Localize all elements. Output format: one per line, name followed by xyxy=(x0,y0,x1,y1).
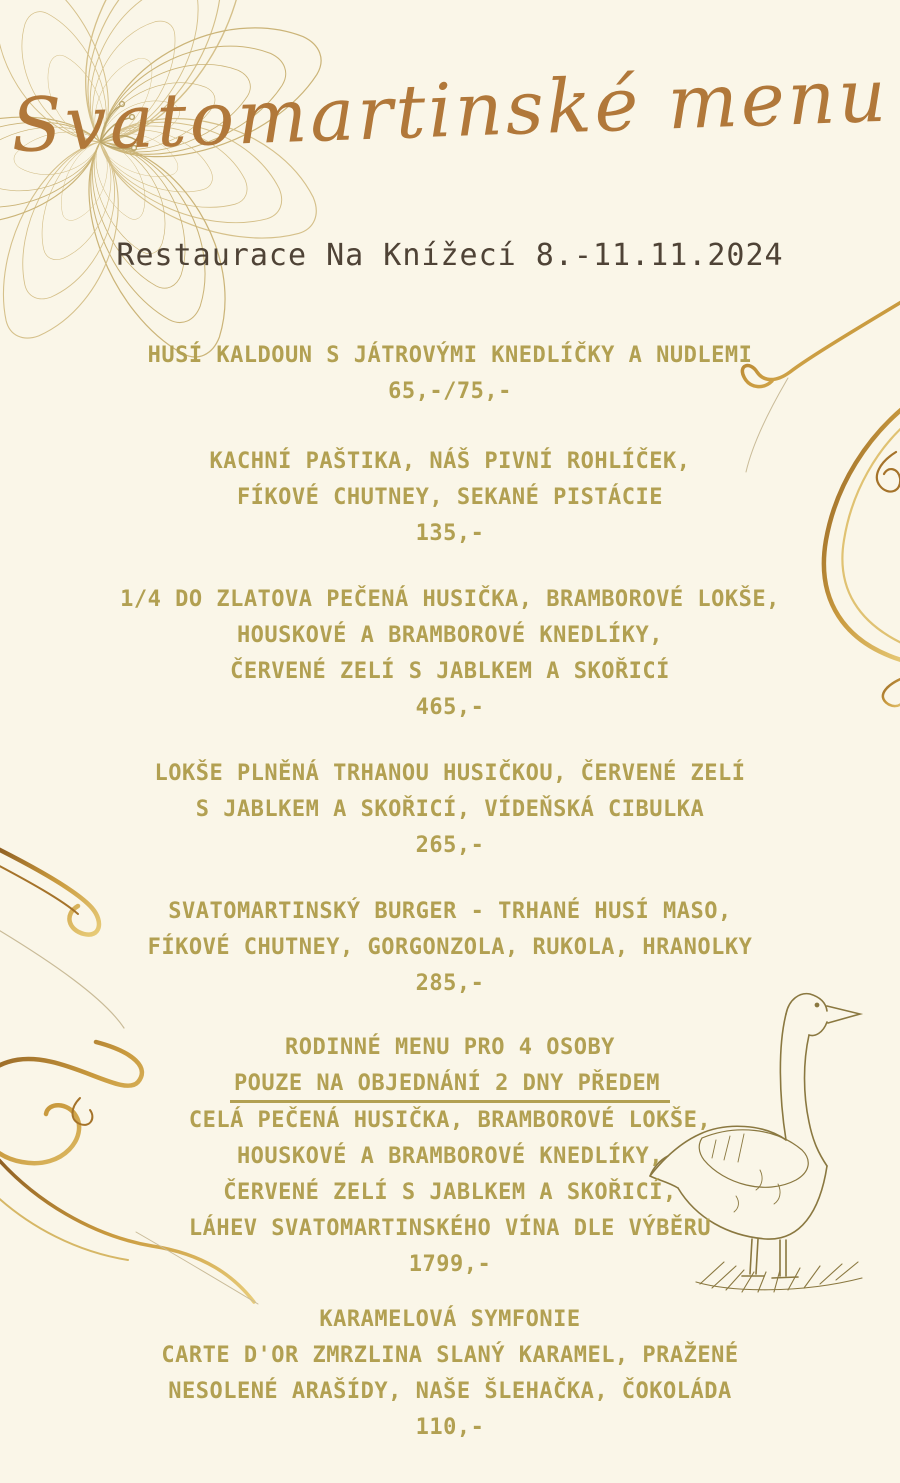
menu-line: SVATOMARTINSKÝ BURGER - TRHANÉ HUSÍ MASO, xyxy=(168,899,732,924)
menu-line: KACHNÍ PAŠTIKA, NÁŠ PIVNÍ ROHLÍČEK, xyxy=(209,449,691,474)
menu-line: HOUSKOVÉ A BRAMBOROVÉ KNEDLÍKY, xyxy=(236,623,664,648)
menu-line: ČERVENÉ ZELÍ S JABLKEM A SKOŘICÍ xyxy=(230,659,670,684)
menu-price: 135,- xyxy=(415,521,485,546)
menu-line: 1/4 DO ZLATOVA PEČENÁ HUSIČKA, BRAMBOROVÉ LOKŠE, xyxy=(120,587,780,612)
menu-price: 265,- xyxy=(415,833,485,858)
menu-line: KARAMELOVÁ SYMFONIE xyxy=(319,1307,581,1332)
menu-item xyxy=(50,582,850,726)
menu-line: NESOLENÉ ARAŠÍDY, NAŠE ŠLEHAČKA, ČOKOLÁDA xyxy=(168,1379,732,1404)
menu-line: ČERVENÉ ZELÍ S JABLKEM A SKOŘICÍ, xyxy=(223,1180,677,1205)
menu-line: LOKŠE PLNĚNÁ TRHANOU HUSIČKOU, ČERVENÉ ZELÍ xyxy=(154,761,746,786)
menu-item xyxy=(50,444,850,552)
menu-price: 110,- xyxy=(415,1415,485,1440)
menu-line: FÍKOVÉ CHUTNEY, SEKANÉ PISTÁCIE xyxy=(236,485,664,510)
menu-price: 65,-/75,- xyxy=(388,379,512,404)
menu-line: CELÁ PEČENÁ HUSIČKA, BRAMBOROVÉ LOKŠE, xyxy=(188,1108,712,1133)
flower-icon xyxy=(0,0,338,376)
menu-price: 465,- xyxy=(415,695,485,720)
menu-line: LÁHEV SVATOMARTINSKÉHO VÍNA DLE VÝBĚRU xyxy=(188,1216,712,1241)
menu-line: FÍKOVÉ CHUTNEY, GORGONZOLA, RUKOLA, HRANOLKY xyxy=(147,935,753,960)
menu-price: 1799,- xyxy=(408,1252,492,1277)
menu-item xyxy=(50,338,850,410)
menu-line: CARTE D'OR ZMRZLINA SLANÝ KARAMEL, PRAŽENÉ xyxy=(161,1343,739,1368)
menu-line: S JABLKEM A SKOŘICÍ, VÍDEŇSKÁ CIBULKA xyxy=(195,797,705,822)
menu-item xyxy=(50,756,850,864)
page-title: Svatomartinské menu xyxy=(9,52,891,170)
menu-line: RODINNÉ MENU PRO 4 OSOBY xyxy=(285,1035,615,1060)
menu-note-underlined: POUZE NA OBJEDNÁNÍ 2 DNY PŘEDEM xyxy=(50,1066,850,1103)
menu-price: 285,- xyxy=(415,971,485,996)
menu-line: HOUSKOVÉ A BRAMBOROVÉ KNEDLÍKY, xyxy=(236,1144,664,1169)
restaurant-subtitle: Restaurace Na Knížecí 8.-11.11.2024 xyxy=(116,238,784,273)
menu-item xyxy=(50,1302,850,1446)
menu-line: HUSÍ KALDOUN S JÁTROVÝMI KNEDLÍČKY A NUDLEMI xyxy=(147,343,753,368)
menu-item xyxy=(50,894,850,1002)
menu-item xyxy=(50,1030,850,1283)
